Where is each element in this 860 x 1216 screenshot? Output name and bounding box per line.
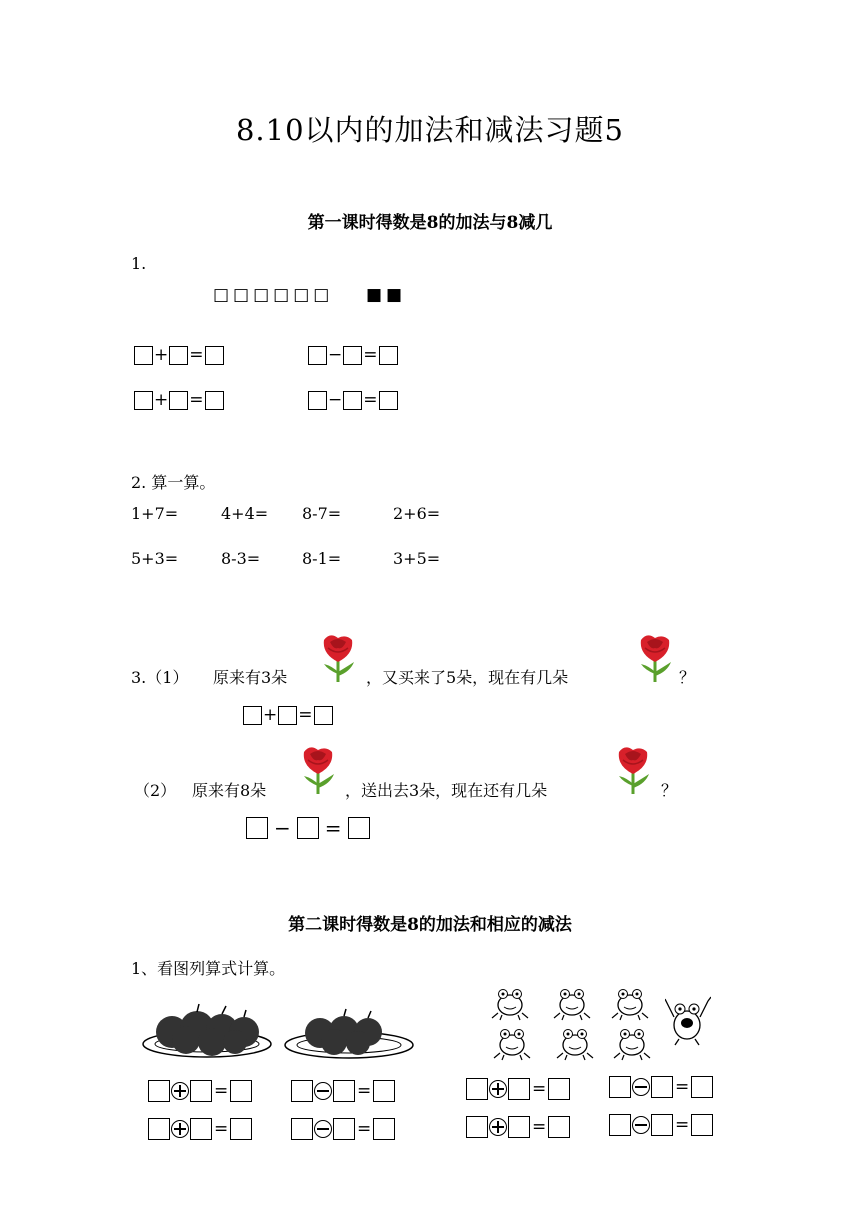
answer-box[interactable]	[609, 1076, 631, 1098]
frog-icon	[555, 1025, 595, 1061]
circled-plus-icon	[489, 1080, 507, 1098]
answer-box[interactable]	[169, 346, 188, 365]
answer-box[interactable]	[373, 1080, 395, 1102]
answer-box[interactable]	[308, 391, 327, 410]
equals-sign: =	[675, 1115, 690, 1135]
q2-problem: 8-3=	[221, 549, 261, 568]
q1-equation-sub-2	[308, 390, 398, 410]
circled-plus-icon	[171, 1082, 189, 1100]
rose-icon	[633, 630, 677, 684]
answer-box[interactable]	[691, 1114, 713, 1136]
equals-sign: =	[532, 1117, 547, 1137]
q2-problem: 3+5=	[393, 549, 441, 568]
q3-1-text-c: ？	[679, 668, 696, 687]
q1-equation-sub-1	[308, 345, 398, 365]
s2-frog-sub-1	[609, 1076, 713, 1098]
equals-sign: =	[214, 1119, 229, 1139]
answer-box[interactable]	[691, 1076, 713, 1098]
answer-box[interactable]	[291, 1118, 313, 1140]
answer-box[interactable]	[466, 1116, 488, 1138]
rose-icon	[296, 742, 340, 796]
equals-sign: =	[324, 816, 342, 840]
frog-icon	[665, 995, 711, 1047]
frog-icon	[490, 985, 530, 1021]
section-1-heading: 第一课时得数是8的加法与8减几	[307, 213, 553, 233]
filled-squares: ■■	[366, 285, 407, 305]
answer-box[interactable]	[651, 1076, 673, 1098]
equals-sign: =	[189, 345, 204, 365]
answer-box[interactable]	[148, 1118, 170, 1140]
s2-apple-sub-2	[291, 1118, 395, 1140]
q2-problem: 8-7=	[302, 504, 342, 523]
q3-1-label: 3.（1）	[131, 668, 189, 687]
answer-box[interactable]	[205, 391, 224, 410]
plus-sign: +	[154, 390, 169, 410]
equals-sign: =	[363, 390, 378, 410]
rose-icon	[316, 630, 360, 684]
equals-sign: =	[357, 1119, 372, 1139]
answer-box[interactable]	[134, 391, 153, 410]
apple-plate-icon	[282, 1005, 417, 1063]
circled-minus-icon	[632, 1078, 650, 1096]
answer-box[interactable]	[379, 346, 398, 365]
q3-1-equation	[243, 705, 333, 725]
q1-equation-add-1	[134, 345, 224, 365]
q2-problem: 8-1=	[302, 549, 342, 568]
answer-box[interactable]	[190, 1080, 212, 1102]
q3-2-text-b: ，送出去3朵，现在还有几朵	[345, 781, 548, 800]
equals-sign: =	[357, 1081, 372, 1101]
answer-box[interactable]	[230, 1080, 252, 1102]
equals-sign: =	[214, 1081, 229, 1101]
answer-box[interactable]	[333, 1080, 355, 1102]
answer-box[interactable]	[651, 1114, 673, 1136]
q2-problem: 4+4=	[221, 504, 269, 523]
page-title: 8.10以内的加法和减法习题5	[235, 113, 625, 147]
q2-problem: 2+6=	[393, 504, 441, 523]
q2-problem: 5+3=	[131, 549, 179, 568]
circled-minus-icon	[632, 1116, 650, 1134]
s2-q1-label: 1、看图列算式计算。	[131, 959, 286, 978]
q3-1-text-a: 原来有3朵	[213, 668, 288, 687]
circled-plus-icon	[171, 1120, 189, 1138]
plus-sign: +	[263, 705, 278, 725]
answer-box[interactable]	[169, 391, 188, 410]
q3-2-text-c: ？	[661, 781, 678, 800]
answer-box[interactable]	[148, 1080, 170, 1102]
rose-icon	[611, 742, 655, 796]
q1-label: 1.	[131, 254, 147, 273]
answer-box[interactable]	[343, 391, 362, 410]
q3-2-label: （2）	[134, 781, 177, 800]
minus-sign: −	[274, 816, 291, 840]
answer-box[interactable]	[466, 1078, 488, 1100]
answer-box[interactable]	[343, 346, 362, 365]
answer-box[interactable]	[333, 1118, 355, 1140]
answer-box[interactable]	[297, 817, 319, 839]
apple-plate-icon	[140, 1000, 275, 1062]
answer-box[interactable]	[548, 1116, 570, 1138]
answer-box[interactable]	[246, 817, 268, 839]
answer-box[interactable]	[291, 1080, 313, 1102]
minus-sign: −	[328, 345, 343, 365]
frog-icon	[492, 1025, 532, 1061]
equals-sign: =	[363, 345, 378, 365]
answer-box[interactable]	[508, 1078, 530, 1100]
answer-box[interactable]	[205, 346, 224, 365]
q3-1-text-b: ，又买来了5朵，现在有几朵	[366, 668, 569, 687]
answer-box[interactable]	[348, 817, 370, 839]
answer-box[interactable]	[278, 706, 297, 725]
hollow-squares: □□□□□□	[213, 285, 334, 305]
equals-sign: =	[298, 705, 313, 725]
frog-icon	[612, 1025, 652, 1061]
circled-minus-icon	[314, 1082, 332, 1100]
q2-problem: 1+7=	[131, 504, 179, 523]
answer-box[interactable]	[190, 1118, 212, 1140]
answer-box[interactable]	[308, 346, 327, 365]
q3-2-equation	[246, 817, 370, 839]
circled-minus-icon	[314, 1120, 332, 1138]
equals-sign: =	[189, 390, 204, 410]
frog-icon	[552, 985, 592, 1021]
section-2-heading: 第二课时得数是8的加法和相应的减法	[288, 915, 572, 935]
answer-box[interactable]	[548, 1078, 570, 1100]
s2-apple-add-1	[148, 1080, 252, 1102]
answer-box[interactable]	[379, 391, 398, 410]
answer-box[interactable]	[609, 1114, 631, 1136]
frog-icon	[610, 985, 650, 1021]
equals-sign: =	[675, 1077, 690, 1097]
circled-plus-icon	[489, 1118, 507, 1136]
s2-frog-add-1	[466, 1078, 570, 1100]
answer-box[interactable]	[134, 346, 153, 365]
s2-frog-sub-2	[609, 1114, 713, 1136]
minus-sign: −	[328, 390, 343, 410]
q2-label: 2. 算一算。	[131, 473, 216, 492]
answer-box[interactable]	[314, 706, 333, 725]
equals-sign: =	[532, 1079, 547, 1099]
answer-box[interactable]	[373, 1118, 395, 1140]
s2-apple-add-2	[148, 1118, 252, 1140]
s2-frog-add-2	[466, 1116, 570, 1138]
answer-box[interactable]	[230, 1118, 252, 1140]
plus-sign: +	[154, 345, 169, 365]
s2-apple-sub-1	[291, 1080, 395, 1102]
answer-box[interactable]	[508, 1116, 530, 1138]
answer-box[interactable]	[243, 706, 262, 725]
q3-2-text-a: 原来有8朵	[192, 781, 267, 800]
q1-equation-add-2	[134, 390, 224, 410]
